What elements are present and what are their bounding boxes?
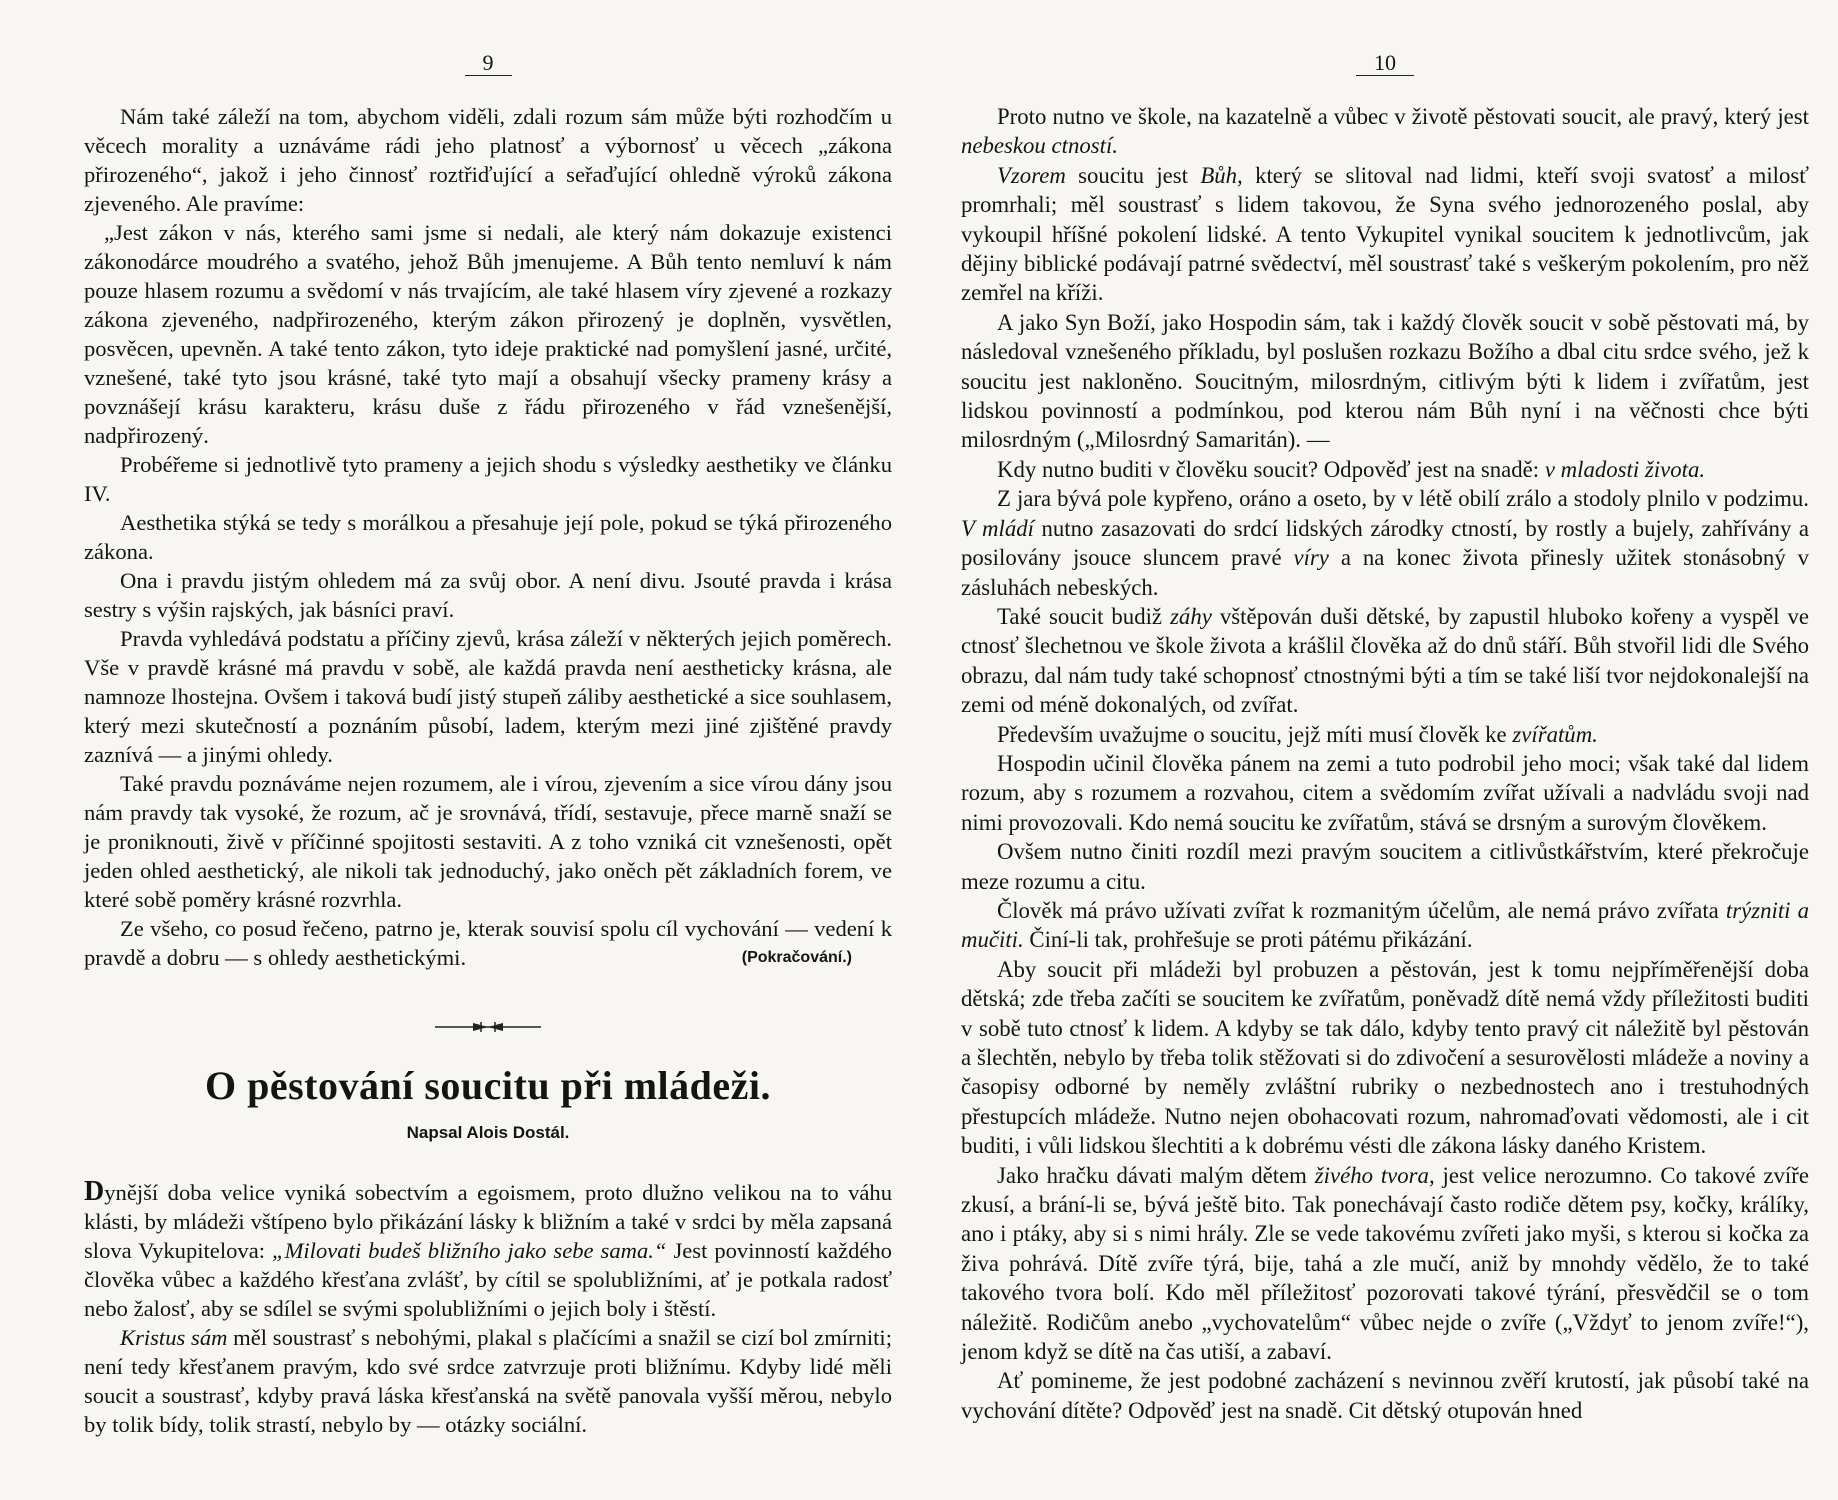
paragraph: Především uvažujme o soucitu, jejž míti musí člověk ke zvířatům. <box>997 721 1598 747</box>
article-title: O pěstování soucitu při mládeži. <box>204 1063 772 1108</box>
paragraph: Ovšem nutno činiti rozdíl mezi pravým soucitem a citlivůstkářstvím, které překročuje meze rozumu a citu. <box>961 839 1809 894</box>
paragraph: Také soucit budiž záhy vštěpován duši dětské, by zapustil hluboko kořeny a vyspěl ve ctnosť šlechetnou ve škole života a krášlil člověka až do dnů stáří. Bůh stvořil lidi dle Svého obrazu, dal nám tudy také schopnosť ctnostnými býti a tím se také liší tvor nejdokonalejší na zemi od méně dokonalých, od zvířat. <box>961 603 1810 718</box>
paragraph: Aby soucit při mládeži byl probuzen a pěstován, jest k tomu nejpříměřenější doba dětská; zde třeba začíti se soucitem ke zvířatům, poněvadž dítě nemá vždy příležitosti buditi v sobě tuto ctnosť k lidem. A kdyby se tak dálo, kdyby tento pravý cit náležitě byl pěstován a šlechtěn, nebylo by třeba tolik stěžovati si do zdivočení a sesurovělosti mládeže a noviny a časopisy odborné by neměly zvláštní rubriky o nezbednostech ano i trestuhodných přestupcích mládeže. Nutno nejen obohacovati rozum, nahromaďovati vědomosti, ale i cit buditi, i vůli lidskou šlechtiti a k dobrému vésti dle zákona lásky daného Kristem. <box>961 956 1809 1159</box>
paragraph: Pravda vyhledává podstatu a příčiny zjevů, krása záleží v některých jejich poměrech. Vše v pravdě krásné má pravdu v sobě, ale každá pravda není aestheticky krásna, ale namnoze lhostejna. Ovšem i taková budí jistý stupeň záliby aesthetické a sice souhlasem, který mezi skutečností a poznáním působí, ladem, kterým mezi jiné zjištěné pravdy zaznívá — a jinými ohledy. <box>84 626 892 767</box>
paragraph: Člověk má právo užívati zvířat k rozmanitým účelům, ale nemá právo zvířata trýzniti a mučiti. Činí-li tak, prohřešuje se proti pátému přikázání. <box>961 897 1810 953</box>
paragraph: Jako hračku dávati malým dětem živého tvora, jest velice nerozumno. Co takové zvíře zkusí, a brání-li se, bývá ještě bito. Tak ponechávají často rodiče dětem psy, kočky, králíky, ano i ptáky, aby si s nimi hrály. Zle se vede takovému zvířeti jako myši, s kterou si kočka za živa pohrává. Dítě zvíře týrá, bije, tahá a zle mučí, aniž by mnohdy vědělo, že to také takového tvora bolí. Kdo měl příležitosť pozorovati takové týrání, přesvědčil se o tom náležitě. Rodičům anebo „vychovatelům“ vůbec nejde o zvíře („Vždyť to jenom zvíře!“), jenom když se dítě na čas utiší, a zabaví. <box>961 1162 1809 1365</box>
section-ornament <box>84 1012 892 1032</box>
paragraph: Ona i pravdu jistým ohledem má za svůj obor. A není divu. Jsouté pravda i krása sestry s výšin rajských, jak básníci praví. <box>84 568 892 622</box>
paragraph-quote: „Jest zákon v nás, kterého sami jsme si nedali, ale který nám dokazuje existenci zákonodárce moudrého a svatého, jehož Bůh jmenujeme. A Bůh tento nemluví k nám pouze hlasem rozumu a svědomí v nás trvajícím, ale také hlasem víry zjevené a rozkazy zákona zjeveného, nadpřirozeného, kterým zákon přirozený je doplněn, vysvětlen, posvěcen, upevněn. A také tento zákon, tyto ideje praktické nad pomyšlení jasné, určité, vznešené, také tyto jsou krásné, také tyto mají a obsahují všecky prameny krásy a povznášejí krásu karakteru, krásu duše z řádu přirozeného v řád vznešenější, nadpřirozený. <box>84 220 892 448</box>
page-number-left: 9 <box>84 50 892 80</box>
paragraph: Z jara bývá pole kypřeno, oráno a oseto, by v létě obilí zrálo a stodoly plnilo v podzimu. V mládí nutno zasazovati do srdcí lidských zárodky ctností, by rostly a bujely, zahřívány a posilovány jsouce sluncem pravé víry a na konec života přinesly užitek stonásobný v zásluhách nebeských. <box>961 486 1810 600</box>
left-page <box>84 0 892 1500</box>
right-page-text <box>961 102 1809 1425</box>
scripture-quote: „Milovati budeš bližního jako sebe sama.“ <box>272 1238 667 1263</box>
paragraph: Kdy nutno buditi v člověku soucit? Odpověď jest na snadě: v mladosti života. <box>997 456 1706 482</box>
article-paragraph: Dynější doba velice vyniká sobectvím a egoismem, proto dlužno velikou na to váhu klásti, by mládeži vštípeno bylo přikázání lásky k bližním a také v srdci by měla zapsaná slova Vykupitelova: „Milovati budeš bližního jako sebe sama.“ Jest povinností každého člověka vůbec a každého křesťana zvlášť, by cítil se spolubližními, ať je potkala radosť nebo žalosť, aby se sdílel se svými spolubližními o jejich boly i štěstí. <box>84 1176 892 1321</box>
paragraph: Nám také záleží na tom, abychom viděli, zdali rozum sám může býti rozhodčím u věcech morality a uznáváme rádi jeho platnosť a výbornosť u věcech „zákona přirozeného“, jakož i jeho činnosť roztřiďující a seřaďující ohledně výroků zákona zjeveného. Ale pravíme: <box>84 104 892 216</box>
drop-cap: D <box>84 1176 105 1207</box>
article-paragraph: Kristus sám měl soustrasť s nebohými, plakal s plačícími a snažil se cizí bol zmírniti; není tedy křesťanem pravým, kdo své srdce zatvrzuje proti bližnímu. Kdyby lidé měli soucit a soustrasť, kdyby pravá láska křesťanská na světě panovala vyšší měrou, nebylo by tolik bídy, tolik strastí, nebylo by — otázky sociální. <box>84 1325 892 1437</box>
article-byline: Napsal Alois Dostál. <box>406 1123 570 1142</box>
continuation-note: (Pokračování.) <box>741 949 852 966</box>
paragraph: Aesthetika stýká se tedy s morálkou a přesahuje její pole, pokud se týká přirozeného zákona. <box>84 510 892 564</box>
paragraph: Vzorem soucitu jest Bůh, který se slitoval nad lidmi, kteří svoji svatosť a milosť promrhali; měl soustrasť s lidem takovou, že Syna svého jednorozeného poslal, aby vykoupil hříšné pokolení lidské. A tento Vykupitel vynikal soucitem k jednotlivcům, jak dějiny biblické podávají patrné svědectví, měl soustrasť také s veškerým pokolením, pro něž zemřel na kříži. <box>961 162 1810 306</box>
paragraph-last: Ze všeho, co posud řečeno, patrno je, kterak souvisí spolu cíl vychování — vedení k pravdě a dobru — s ohledy aesthetickými. (Pokračování.) <box>84 916 892 970</box>
paragraph: Také pravdu poznáváme nejen rozumem, ale i vírou, zjevením a sice vírou dány jsou nám pravdy tak vysoké, že rozum, ač je srovnává, třídí, sestavuje, přece marně snaží se je proniknouti, živě v příčinné spojitosti sestaviti. A z toho vzniká cit vznešenosti, opět jeden ohled aesthetický, ale nikoli tak jednoduchý, jako oněch pět základních forem, ve které sobě poměry krásné rozvrhla. <box>84 771 892 912</box>
paragraph: Proto nutno ve škole, na kazatelně a vůbec v životě pěstovati soucit, ale pravý, který jest nebeskou ctností. <box>961 104 1809 159</box>
paragraph: Hospodin učinil člověka pánem na zemi a tuto podrobil jeho moci; však také dal lidem rozum, aby s rozumem a rozvahou, citem a svědomím zvířat užívali a nadvládu svoji nad nimi provozovali. Kdo nemá soucitu ke zvířatům, stává se drsným a surovým člověkem. <box>961 750 1809 835</box>
paragraph: A jako Syn Boží, jako Hospodin sám, tak i každý člověk soucit v sobě pěstovati má, by následoval vznešeného příkladu, byl poslušen rozkazu Božího a dbal citu srdce svého, jež k soucitu jest nakloněno. Soucitným, milosrdným, citlivým býti k lidem i zvířatům, jest lidskou povinností a podmínkou, pod kterou nám Bůh nyní i na věčnosti chce býti milosrdným („Milosrdný Samaritán). — <box>961 309 1809 453</box>
left-page-text <box>84 102 892 1439</box>
right-page <box>961 0 1809 1500</box>
paragraph: Ať pomineme, že jest podobné zacházení s nevinnou zvěří krutostí, jak působí také na vychování dítěte? Odpověď jest na snadě. Cit dětský otupován hned <box>961 1368 1809 1423</box>
page-number-right: 10 <box>961 50 1809 80</box>
paragraph: Probéřeme si jednotlivě tyto prameny a jejich shodu s výsledky aesthetiky ve článku IV. <box>84 452 892 506</box>
